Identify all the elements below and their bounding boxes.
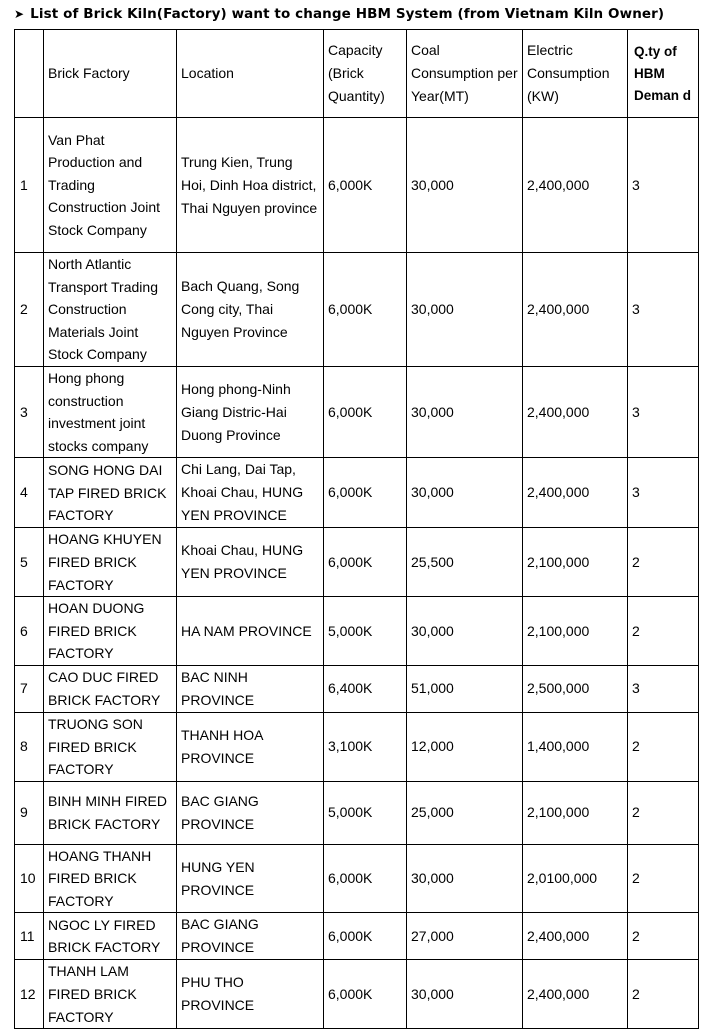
cell-location: BAC GIANG PROVINCE [177, 781, 324, 844]
cell-qty: 3 [628, 366, 699, 457]
cell-electric: 1,400,000 [523, 712, 628, 781]
header-coal: Coal Consumption per Year(MT) [407, 30, 523, 118]
cell-location: HUNG YEN PROVINCE [177, 844, 324, 913]
cell-qty: 2 [628, 528, 699, 597]
cell-electric: 2,100,000 [523, 781, 628, 844]
header-row [15, 30, 699, 118]
cell-electric: 2,400,000 [523, 960, 628, 1029]
cell-factory: THANH LAM FIRED BRICK FACTORY [44, 960, 177, 1029]
cell-qty: 2 [628, 712, 699, 781]
cell-num: 3 [15, 366, 44, 457]
cell-electric: 2,500,000 [523, 665, 628, 712]
title-text: List of Brick Kiln(Factory) want to change HBM System (from Vietnam Kiln Owner) [30, 6, 665, 22]
table-row [15, 458, 699, 528]
cell-location: BAC NINH PROVINCE [177, 665, 324, 712]
cell-num: 2 [15, 253, 44, 367]
table-row [15, 960, 699, 1029]
cell-location: THANH HOA PROVINCE [177, 712, 324, 781]
cell-num: 10 [15, 844, 44, 913]
cell-capacity: 6,000K [324, 458, 407, 528]
cell-capacity: 5,000K [324, 597, 407, 666]
cell-electric: 2,100,000 [523, 528, 628, 597]
cell-qty: 2 [628, 960, 699, 1029]
cell-factory: CAO DUC FIRED BRICK FACTORY [44, 665, 177, 712]
cell-qty: 3 [628, 665, 699, 712]
cell-capacity: 3,100K [324, 712, 407, 781]
cell-location: HA NAM PROVINCE [177, 597, 324, 666]
cell-electric: 2,400,000 [523, 253, 628, 367]
cell-location: PHU THO PROVINCE [177, 960, 324, 1029]
header-location: Location [177, 30, 324, 118]
cell-factory: TRUONG SON FIRED BRICK FACTORY [44, 712, 177, 781]
cell-electric: 2,400,000 [523, 118, 628, 253]
cell-num: 9 [15, 781, 44, 844]
header-qty: Q.ty of HBM Deman d [628, 30, 699, 118]
cell-location: Chi Lang, Dai Tap, Khoai Chau, HUNG YEN PROVINCE [177, 458, 324, 528]
table-row [15, 712, 699, 781]
cell-qty: 3 [628, 118, 699, 253]
header-electric: Electric Consumption (KW) [523, 30, 628, 118]
cell-qty: 2 [628, 913, 699, 960]
cell-coal: 25,500 [407, 528, 523, 597]
table-row [15, 118, 699, 253]
cell-capacity: 6,400K [324, 665, 407, 712]
table-row [15, 781, 699, 844]
cell-qty: 3 [628, 458, 699, 528]
cell-electric: 2,400,000 [523, 458, 628, 528]
cell-location: Khoai Chau, HUNG YEN PROVINCE [177, 528, 324, 597]
cell-qty: 2 [628, 781, 699, 844]
cell-electric: 2,100,000 [523, 597, 628, 666]
cell-num: 8 [15, 712, 44, 781]
cell-factory: Van Phat Production and Trading Construction Joint Stock Company [44, 118, 177, 253]
cell-capacity: 6,000K [324, 844, 407, 913]
cell-capacity: 6,000K [324, 528, 407, 597]
cell-capacity: 6,000K [324, 960, 407, 1029]
arrow-bullet-icon: ➤ [14, 7, 25, 21]
cell-factory: HOANG THANH FIRED BRICK FACTORY [44, 844, 177, 913]
cell-capacity: 6,000K [324, 913, 407, 960]
cell-qty: 2 [628, 844, 699, 913]
cell-capacity: 6,000K [324, 118, 407, 253]
cell-coal: 30,000 [407, 960, 523, 1029]
table-row [15, 844, 699, 913]
table-row [15, 528, 699, 597]
cell-qty: 3 [628, 253, 699, 367]
cell-factory: HOAN DUONG FIRED BRICK FACTORY [44, 597, 177, 666]
cell-factory: North Atlantic Transport Trading Construction Materials Joint Stock Company [44, 253, 177, 367]
header-factory: Brick Factory [44, 30, 177, 118]
cell-num: 11 [15, 913, 44, 960]
cell-coal: 25,000 [407, 781, 523, 844]
cell-num: 12 [15, 960, 44, 1029]
cell-coal: 30,000 [407, 118, 523, 253]
cell-factory: SONG HONG DAI TAP FIRED BRICK FACTORY [44, 458, 177, 528]
cell-location: Hong phong-Ninh Giang Distric-Hai Duong Province [177, 366, 324, 457]
table-row [15, 913, 699, 960]
cell-electric: 2,400,000 [523, 913, 628, 960]
cell-num: 1 [15, 118, 44, 253]
cell-num: 5 [15, 528, 44, 597]
cell-num: 6 [15, 597, 44, 666]
cell-coal: 30,000 [407, 366, 523, 457]
cell-capacity: 6,000K [324, 253, 407, 367]
table-row [15, 366, 699, 457]
cell-qty: 2 [628, 597, 699, 666]
cell-factory: BINH MINH FIRED BRICK FACTORY [44, 781, 177, 844]
cell-coal: 27,000 [407, 913, 523, 960]
cell-factory: Hong phong construction investment joint stocks company [44, 366, 177, 457]
header-capacity: Capacity (Brick Quantity) [324, 30, 407, 118]
cell-coal: 30,000 [407, 458, 523, 528]
cell-location: Trung Kien, Trung Hoi, Dinh Hoa district, Thai Nguyen province [177, 118, 324, 253]
cell-coal: 30,000 [407, 253, 523, 367]
cell-capacity: 6,000K [324, 366, 407, 457]
cell-location: BAC GIANG PROVINCE [177, 913, 324, 960]
cell-num: 7 [15, 665, 44, 712]
cell-factory: NGOC LY FIRED BRICK FACTORY [44, 913, 177, 960]
brick-kiln-table [14, 29, 699, 1029]
cell-electric: 2,0100,000 [523, 844, 628, 913]
cell-num: 4 [15, 458, 44, 528]
cell-coal: 30,000 [407, 844, 523, 913]
table-row [15, 665, 699, 712]
cell-coal: 12,000 [407, 712, 523, 781]
cell-electric: 2,400,000 [523, 366, 628, 457]
cell-location: Bach Quang, Song Cong city, Thai Nguyen Province [177, 253, 324, 367]
cell-coal: 30,000 [407, 597, 523, 666]
cell-capacity: 5,000K [324, 781, 407, 844]
table-row [15, 597, 699, 666]
header-num [15, 30, 44, 118]
table-row [15, 253, 699, 367]
document-title [14, 6, 664, 22]
cell-coal: 51,000 [407, 665, 523, 712]
cell-factory: HOANG KHUYEN FIRED BRICK FACTORY [44, 528, 177, 597]
